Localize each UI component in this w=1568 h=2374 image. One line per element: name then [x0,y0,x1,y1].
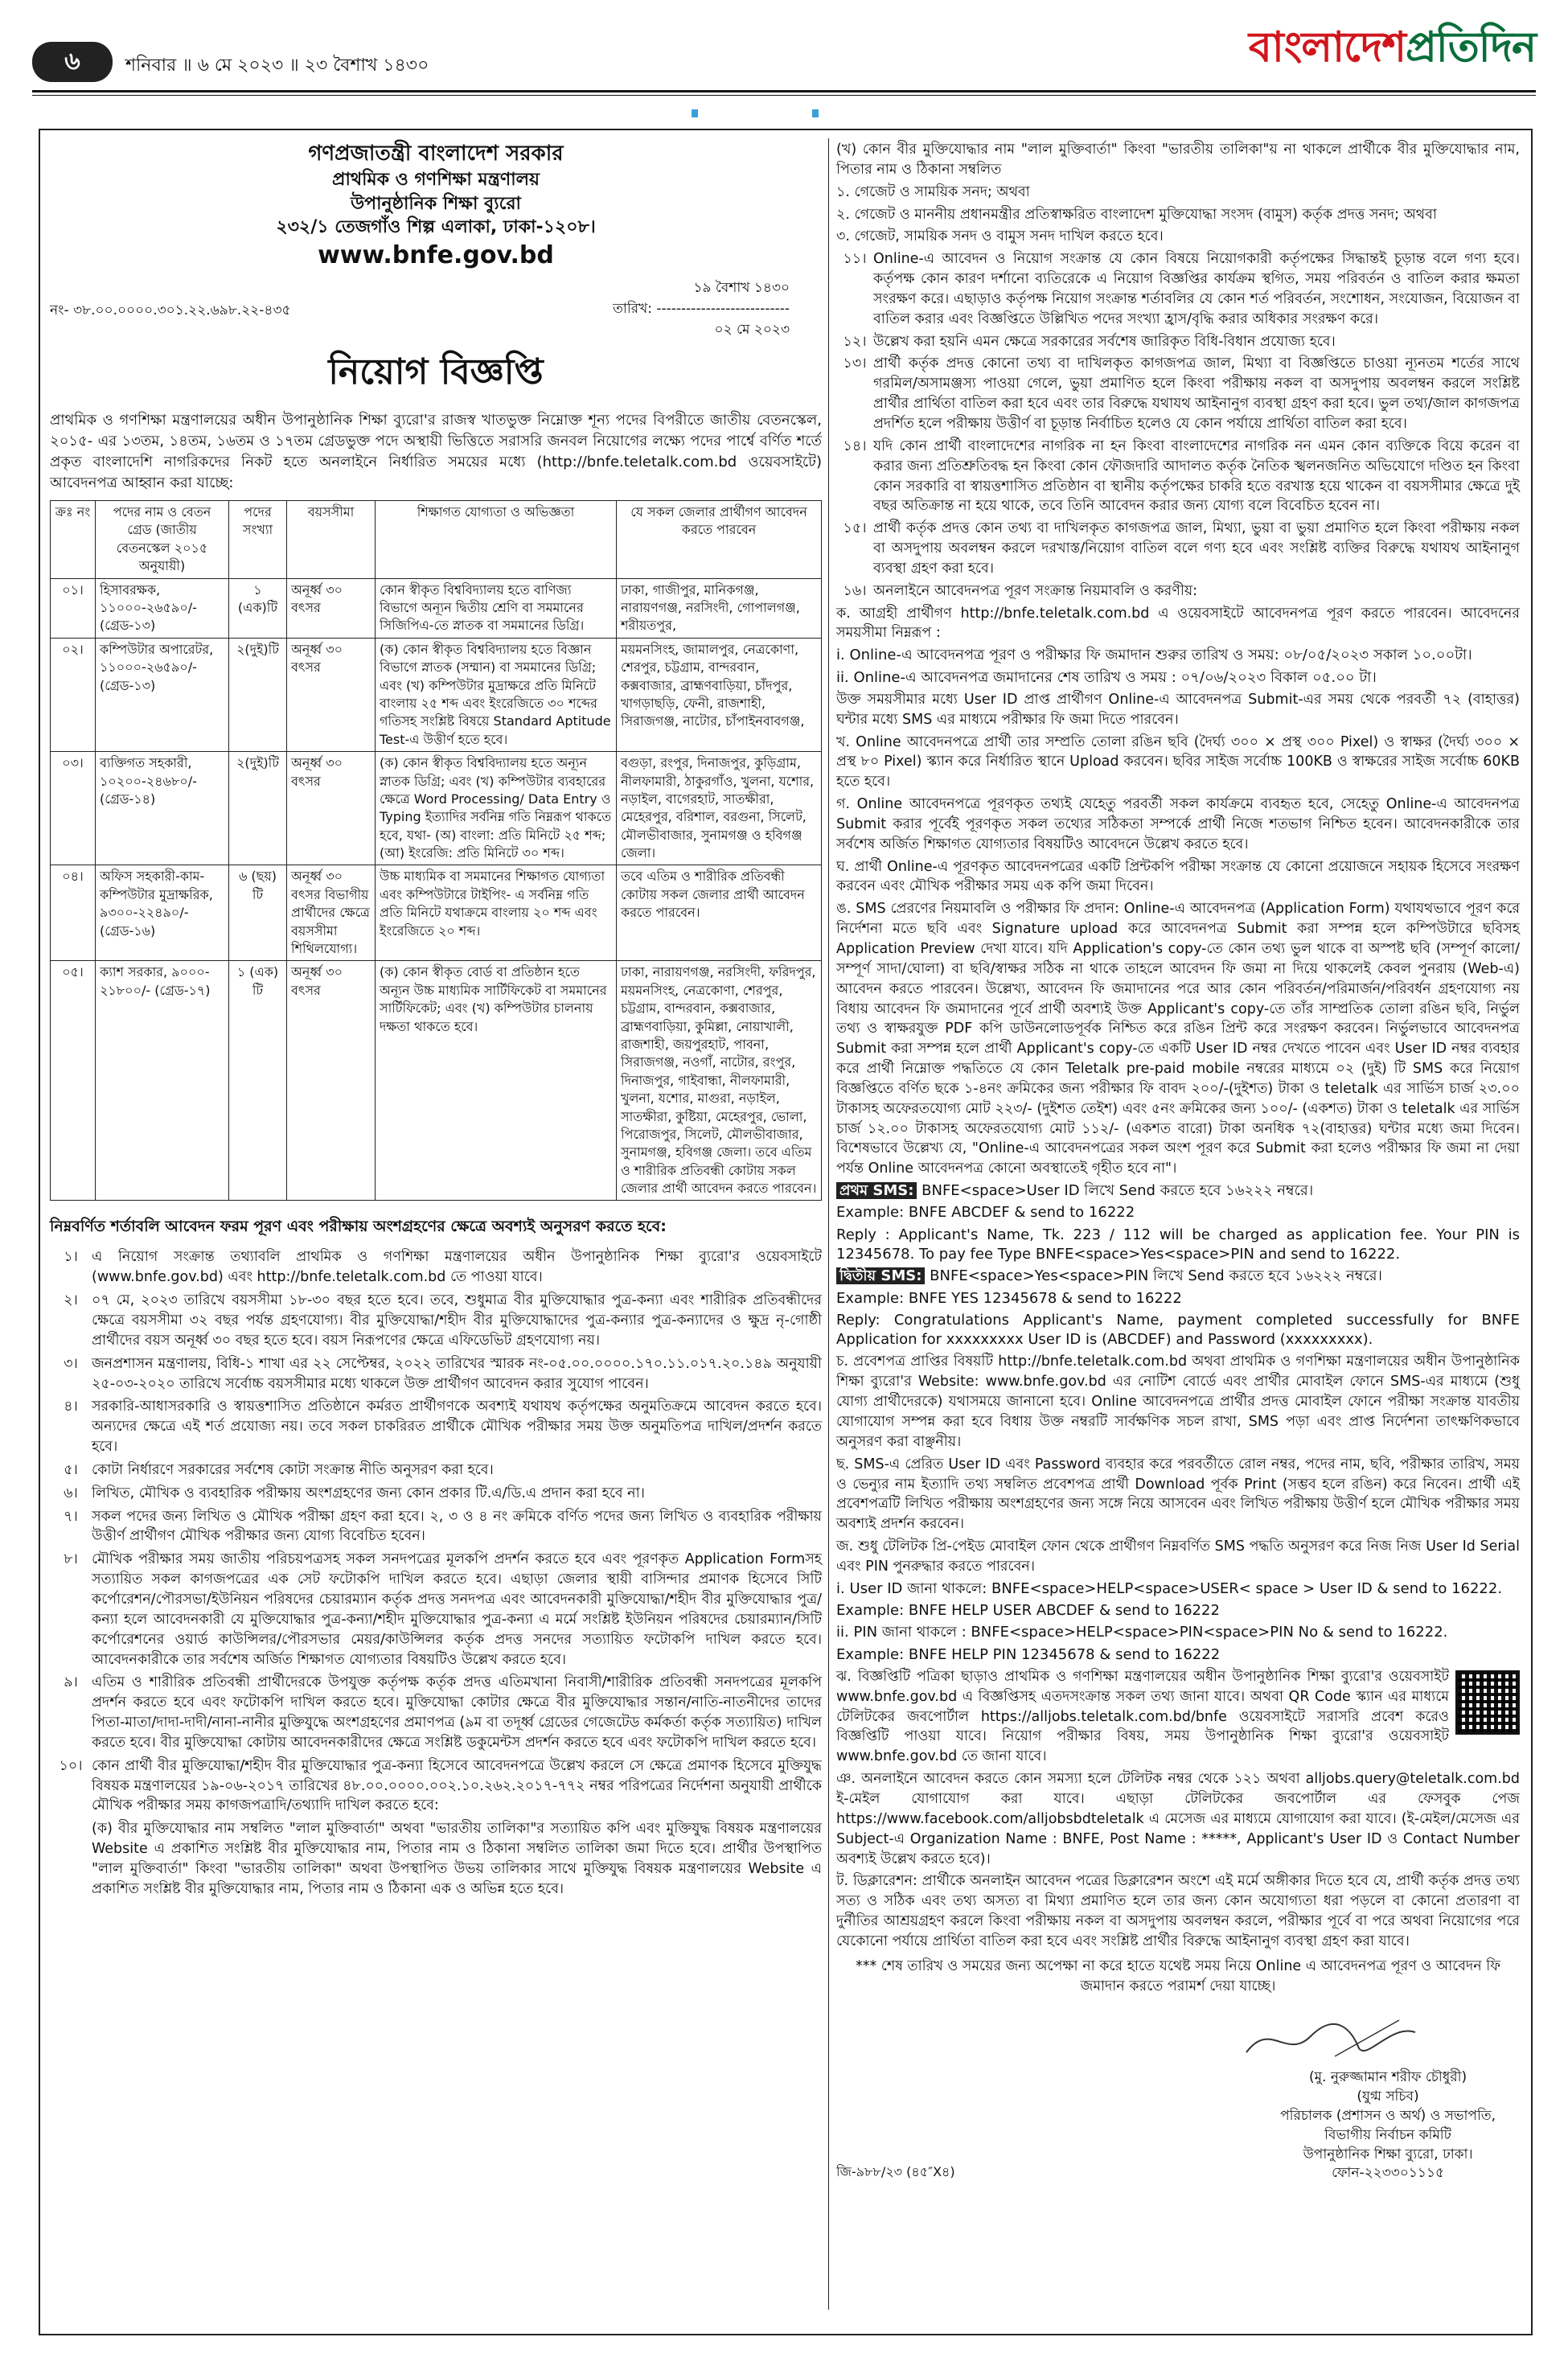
signatory-title: (যুগ্ম সচিব) [1357,2089,1419,2105]
column-header: ক্রঃ নং [51,501,96,579]
signatory-committee: বিভাগীয় নির্বাচন কমিটি [1324,2126,1451,2143]
serial-cell: ০২। [51,638,96,751]
register-mark [812,109,819,117]
online-cha: চ. প্রবেশপত্র প্রাপ্তির বিষয়টি http://bnfe.teletalk.com.bd অথবা প্রাথমিক ও গণশিক্ষা মন্ত্রণালয়ের অধীন উপানুষ্ঠানিক শিক্ষা ব্যুরো'র Website: www.bnfe.gov.bd এর নোটিশ বোর্ডে এবং প্রার্থীর মোবাইল ফোনে SMS-এর মাধ্যমে (শুধু যোগ্য প্রার্থীদেরকে) যথাসময়ে জানানো হবে। Online আবেদনপত্রে প্রার্থীর প্রদত্ত মোবাইল ফোনে পরীক্ষা সংক্রান্ত যাবতীয় যোগাযোগ সম্পন্ন করা হবে বিধায় উক্ত নম্বরটি সার্বক্ষণিক সচল রাখা, SMS পড়া এবং প্রাপ্ত নির্দেশনা তাৎক্ষণিকভাবে অনুসরণ করা বাঞ্ছনীয়। [836,1353,1520,1450]
online-ka: ক. আগ্রহী প্রার্থীগণ http://bnfe.teletalk.com.bd এ ওয়েবসাইটে আবেদনপত্র পূরণ করতে পারবেন। আবেদনের সময়সীমা নিম্নরূপ : [836,605,1520,642]
table-row [51,961,822,1201]
bureau-name: উপানুষ্ঠানিক শিক্ষা ব্যুরো [351,193,521,214]
signatory-phone: ফোন-২২৩৩০১১১৫ [1332,2165,1445,2182]
table-row [51,638,822,751]
right-column [836,140,1520,2181]
posts-table [50,500,822,1201]
office-header [50,140,822,273]
notice-intro: প্রাথমিক ও গণশিক্ষা মন্ত্রণালয়ের অধীন উপানুষ্ঠানিক শিক্ষা ব্যুরো'র রাজস্ব খাতভুক্ত নিম্নোক্ত শূন্য পদের বিপরীতে জাতীয় বেতনস্কেল, ২০১৫- এর ১৩তম, ১৪তম, ১৬তম ও ১৭তম গ্রেডভুক্ত পদে অস্থায়ী ভিত্তিতে সরাসরি জনবল নিয়োগের লক্ষ্যে পদের পার্শ্বে বর্ণিত শর্তে প্রকৃত বাংলাদেশি নাগরিকদের নিকট হতে অনলাইনে নির্ধারিত সময়ের মধ্যে (http://bnfe.teletalk.com.bd ওয়েবসাইটে) আবেদনপত্র আহ্বান করা যাচ্ছে: [50,411,822,491]
districts-cell: ময়মনসিংহ, জামালপুর, নেত্রকোণা, শেরপুর, চট্টগ্রাম, বান্দরবান, কক্সবাজার, ব্রাহ্মণবাড়িয়া, চাঁদপুর, খাগড়াছড়ি, ফেনী, রাজশাহী, সিরাজগঞ্জ, নাটোর, চাঁপাইনবাবগঞ্জ, [617,638,822,751]
age-cell: অনূর্ধ্ব ৩০ বৎসর বিভাগীয় প্রার্থীদের ক্ষেত্রে বয়সসীমা শিথিলযোগ্য। [287,865,376,961]
online-nga: ঙ. SMS প্রেরণের নিয়মাবলি ও পরীক্ষার ফি প্রদান: Online-এ আবেদনপত্র (Application Form) যথাযথভাবে পূরণ করে নির্দেশনা মতে ছবি এবং Signature upload করে আবেদনপত্র Submit করা সম্পন্ন হলে কম্পিউটারে ছবিসহ Application Preview দেখা যাবে। যদি Application's copy-তে কোন তথ্য ভুল থাকে বা অস্পষ্ট ছবি (সম্পূর্ণ কালো/সম্পূর্ণ সাদা/ঘোলা) বা ছবি/স্বাক্ষর সঠিক না থাকে তাহলে আবেদন ফি জমা না দিয়ে থাকলেই কেবল পুনরায় (Web-এ) আবেদন করতে পারবেন। উল্লেখ্য, আবেদন ফি জমাদানের পরে আর কোন পরিবর্তন/পরিমার্জন/পরিবর্ধন গ্রহণযোগ্য নয় বিধায় আবেদন ফি জমাদানের পূর্বে প্রার্থী অবশ্যই উক্ত Applicant's copy-তে তাঁর সাম্প্রতিক তোলা রঙিন ছবি, নির্ভুল তথ্য ও স্বাক্ষরযুক্ত PDF কপি ডাউনলোডপূর্বক নিশ্চিত করে রঙিন প্রিন্ট করে সংরক্ষণ করবেন। নির্ভুলভাবে আবেদনপত্র Submit করা সম্পন্ন হলে প্রার্থী Applicant's copy-তে একটি User ID নম্বর দেখতে পাবেন এবং User ID নম্বর ব্যবহার করে প্রার্থী নিম্নোক্ত পদ্ধতিতে যে কোন Teletalk pre-paid mobile নম্বরের মাধ্যমে ০২ (দুই) টি SMS করে নিয়োগ বিজ্ঞপ্তিতে বর্ণিত ছকে ১-৪নং ক্রমিকের জন্য পরীক্ষার ফি বাবদ ২০০/-(দুইশত) টাকা ও teletalk এর সার্ভিস চার্জ ২৩.০০ টাকাসহ অফেরতযোগ্য মোট ২২৩/- (দুইশত তেইশ) এবং ৫নং ক্রমিকের জন্য ১০০/- (একশত) টাকা ও teletalk এর সার্ভিস চার্জ ১২.০০ টাকাসহ অফেরতযোগ্য মোট ১১২/- (একশত বারো) টাকা অনধিক ৭২(বাহাত্তর) ঘন্টার মধ্যে জমা দিবেন। বিশেষভাবে উল্লেখ্য যে, "Online-এ আবেদনপত্রের সকল অংশ পূরণ করে Submit করা হলেও পরীক্ষার ফি জমা না দেয়া পর্যন্ত Online আবেদনপত্র কোনো অবস্থাতেই গৃহীত হবে না"। [836,901,1520,1177]
signature-icon [1238,2012,1423,2068]
memo-line [50,277,822,337]
condition-item: ৯। এতিম ও শারীরিক প্রতিবন্ধী প্রার্থীদেরকে উপযুক্ত কর্তৃপক্ষ কর্তৃক প্রদত্ত এতিমখানা নিবাসী/শারীরিক প্রতিবন্ধী সনদপত্রের মূলকপি প্রদর্শন করতে হবে এবং ফটোকপি দাখিল করতে হবে। মুক্তিযোদ্ধা কোটার ক্ষেত্রে বীর মুক্তিযোদ্ধার সন্তান/নাতি-নাতনীদের তাদের পিতা-মাতা/দাদা-দাদী/নানা-নানীর মুক্তিযুদ্ধে অংশগ্রহণের প্রমাণপত্র (৯ম বা তদূর্ধ্ব গ্রেডের গেজেটেড কর্মকর্তা কর্তৃক সত্যায়িত) দাখিল করতে হবে। বীর মুক্তিযোদ্ধা কোটায় আবেদনকারীদের ক্ষেত্রে সংশ্লিষ্ট ডকুমেন্টস প্রদর্শন করতে হবে এবং ফটোকপি দাখিল করতে হবে। [64,1674,822,1751]
qr-code-icon[interactable] [1455,1670,1520,1735]
post-cell: অফিস সহকারী-কাম-কম্পিউটার মুদ্রাক্ষরিক, ৯৩০০-২২৪৯০/- (গ্রেড-১৬) [96,865,229,961]
table-header-row [51,501,822,579]
serial-cell: ০৫। [51,961,96,1201]
date-label: তারিখ: --------------------------- [613,300,790,317]
qualification-cell: (ক) কোন স্বীকৃত বোর্ড বা প্রতিষ্ঠান হতে অন্যূন উচ্চ মাধ্যমিক সার্টিফিকেট বা সমমানের সার্টিফিকেট; এবং (খ) কম্পিউটার চালনায় দক্ষতা থাকতে হবে। [376,961,617,1201]
condition-item: ১৫। প্রার্থী কর্তৃক প্রদত্ত কোন তথ্য বা দাখিলকৃত কাগজপত্র জাল, মিথ্যা, ভুয়া বা ভুয়া প্রমাণিত হলে কিংবা পরীক্ষায় নকল বা অসদুপায় অবলম্বন করলে দরখাস্ত/নিয়োগ বাতিল বলে গণ্য হবে এবং সংশ্লিষ্ট ব্যক্তির বিরুদ্ধে যথাযথ আইনানুগ ব্যবস্থা গ্রহণ করা হবে। [843,520,1520,577]
age-cell: অনূর্ধ্ব ৩০ বৎসর [287,578,376,638]
condition-item: ৪। সরকারি-আধাসরকারি ও স্বায়ত্তশাসিত প্রতিষ্ঠানে কর্মরত প্রার্থীগণকে অবশ্যই যথাযথ কর্তৃপক্ষের অনুমতিক্রমে আবেদন করতে হবে। অন্যদের ক্ষেত্রে এই শর্ত প্রযোজ্য নয়। তবে সকল চাকরিরত প্রার্থীকে মৌখিক পরীক্ষার সময় উক্ত অনুমতিপত্র দাখিল/প্রদর্শন করতে হবে। [64,1399,822,1456]
conditions-list [50,1247,822,1899]
govt-name: গণপ্রজাতন্ত্রী বাংলাদেশ সরকার [308,142,564,166]
logo-text-green: প্রতিদিন [1406,23,1536,72]
date-bangla: ১৯ বৈশাখ ১৪৩০ [693,279,790,296]
clause-kha-2: ২. গেজেট ও মাননীয় প্রধানমন্ত্রীর প্রতিস্বাক্ষরিত বাংলাদেশ মুক্তিযোদ্ধা সংসদ (বামুস) কর্তৃক প্রদত্ত সনদ; অথবা [836,206,1437,223]
second-sms: দ্বিতীয় SMS: BNFE<space>Yes<space>PIN লিখে Send করতে হবে ১৬২২২ নম্বরে। [836,1267,1520,1286]
table-row [51,578,822,638]
column-header: যে সকল জেলার প্রার্থীগণ আবেদন করতে পারবেন [617,501,822,579]
clause-kha: (খ) কোন বীর মুক্তিযোদ্ধার নাম "লাল মুক্তিবার্তা" কিংবা "ভারতীয় তালিকা"য় না থাকলে প্রার্থীকে বীর মুক্তিযোদ্ধার নাম, পিতার নাম ও ঠিকানা সম্বলিত [836,142,1520,178]
online-ta: ট. ডিক্লারেশন: প্রার্থীকে অনলাইন আবেদন পত্রের ডিক্লারেশন অংশে এই মর্মে অঙ্গীকার দিতে হবে যে, প্রার্থী কর্তৃক প্রদত্ত তথ্য সত্য ও সঠিক এবং তথ্য অসত্য বা মিথ্যা প্রমাণিত হলে তার জন্য কোন অযোগ্যতা ধরা পড়লে বা কোনো প্রতারণা বা দুর্নীতির আশ্রয়গ্রহণ করলে কিংবা পরীক্ষায় নকল বা অসদুপায় অবলম্বন করলে, পরীক্ষার পূর্বে বা পরে অথবা নিয়োগের পরে যেকোনো পর্যায়ে প্রার্থিতা বাতিল করা হবে এবং সংশ্লিষ্ট প্রার্থীর বিরুদ্ধে আইনানুগ ব্যবস্থা গ্রহণ করা যাবে। [836,1873,1520,1949]
date-english: ০২ মে ২০২৩ [714,321,790,338]
condition-item: ৫। কোটা নির্ধারণে সরকারের সর্বশেষ কোটা সংক্রান্ত নীতি অনুসরণ করা হবে। [64,1461,494,1478]
newspaper-logo [1249,14,1536,84]
condition-item: ৮। মৌখিক পরীক্ষার সময় জাতীয় পরিচয়পত্রসহ সকল সনদপত্রের মূলকপি প্রদর্শন করতে হবে এবং পূরণকৃত Application Formসহ সত্যায়িত সকল কাগজপত্রের এক সেট ফটোকপি দাখিল করতে হবে। এছাড়া জেলার স্থায়ী বাসিন্দার প্রমাণক হিসেবে সিটি কর্পোরেশন/পৌরসভা/ইউনিয়ন পরিষদের চেয়ারম্যান কর্তৃক প্রদত্ত সনদপত্র এবং আবেদনকারী মুক্তিযোদ্ধা/শহীদ বীর মুক্তিযোদ্ধার পুত্র/কন্যা হলে আবেদনকারী যে মুক্তিযোদ্ধার পুত্র-কন্যা/শহীদ মুক্তিযোদ্ধার পুত্র-কন্যা এ মর্মে সংশ্লিষ্ট ইউনিয়ন পরিষদের চেয়ারম্যান/সিটি কর্পোরেশনের ওয়ার্ড কাউন্সিলর/পৌরসভার মেয়র/কাউন্সিলর কর্তৃক প্রদত্ত সনদের সত্যায়িত ফটোকপি দাখিল করতে হবে। আবেদনকারীকে তার সর্বশেষ অর্জিত শিক্ষাগত যোগ্যতার বিষয়টিও উল্লেখ করতে হবে। [64,1551,822,1668]
age-cell: অনূর্ধ্ব ৩০ বৎসর [287,752,376,865]
condition-item: ২। ০৭ মে, ২০২৩ তারিখে বয়সসীমা ১৮-৩০ বছর হতে হবে। তবে, শুধুমাত্র বীর মুক্তিযোদ্ধার পুত্র-কন্যা এবং শারীরিক প্রতিবন্ধীদের ক্ষেত্রে বয়সসীমা ৩২ বছর পর্যন্ত গ্রহণযোগ্য। বীর মুক্তিযোদ্ধা/শহীদ বীর মুক্তিযোদ্ধাদের পুত্র-কন্যার পুত্র-কন্যাদের ও ক্ষুদ্র নৃ-গোষ্ঠী প্রার্থীদের বয়স অনূর্ধ্ব ৩০ বছর হতে হবে। বয়স নিরূপণের ক্ষেত্রে এফিডেভিট গ্রহণযোগ্য নয়। [64,1292,822,1349]
column-divider [828,138,829,2310]
online-jha: ঝ. বিজ্ঞপ্তিটি পত্রিকা ছাড়াও প্রাথমিক ও গণশিক্ষা মন্ত্রণালয়ের অধীন উপানুষ্ঠানিক শিক্ষা ব্যুরো'র ওয়েবসাইট www.bnfe.gov.bd এ বিজ্ঞপ্তিসহ এতদসংক্রান্ত সকল তথ্য জানা যাবে। অথবা QR Code স্ক্যান এর মাধ্যমে টেলিটকের জবপোর্টাল https://alljobs.teletalk.com.bd/bnfe ওয়েবসাইটে সরাসরি প্রবেশ করেও বিজ্ঞপ্তিটি পাওয়া যাবে। নিয়োগ পরীক্ষার বিষয়, সময় উপানুষ্ঠানিক শিক্ষা ব্যুরো'র ওয়েবসাইট www.bnfe.gov.bd তে জানা যাবে। [836,1667,1520,1767]
masthead-rule [32,90,1536,92]
post-cell: কম্পিউটার অপারেটর, ১১০০০-২৬৫৯০/- (গ্রেড-১৩) [96,638,229,751]
districts-cell: ঢাকা, গাজীপুর, মানিকগঞ্জ, নারায়ণগঞ্জ, নরসিংদী, গোপালগঞ্জ, শরীয়তপুর, [617,578,822,638]
first-sms-example: Example: BNFE ABCDEF & send to 16222 [836,1204,1135,1222]
page-number: ৬ [32,42,113,82]
serial-cell: ০৪। [51,865,96,961]
post-cell: ক্যাশ সরকার, ৯০০০- ২১৮০০/- (গ্রেড-১৭) [96,961,229,1201]
online-ka-1: i. Online-এ আবেদনপত্র পূরণ ও পরীক্ষার ফি জমাদান শুরুর তারিখ ও সময়: ০৮/০৫/২০২৩ সকাল ১০.০০টা। [836,647,1472,664]
condition-item: ১৩। প্রার্থী কর্তৃক প্রদত্ত কোনো তথ্য বা দাখিলকৃত কাগজপত্র জাল, মিথ্যা বা বিজ্ঞপ্তিতে চাওয়া ন্যূনতম শর্তের সাথে গরমিল/অসামঞ্জস্য পাওয়া গেলে, ভুয়া প্রমাণিত হলে কিংবা পরীক্ষায় নকল বা অসদুপায় অবলম্বন করলে সংশ্লিষ্ট প্রার্থীর প্রার্থিতা বাতিল করা হবে এবং তার বিরুদ্ধে যথাযথ আইনানুগ ব্যবস্থা গ্রহণ করা হবে। ভুল তথ্য/জাল কাগজপত্র প্রদর্শিত হলে পরীক্ষায় উত্তীর্ণ বা চূড়ান্ত নির্বাচিত হলেও যে কোন পর্যায়ে প্রার্থিতা বাতিল করা হবে। [843,355,1520,432]
second-sms-example: Example: BNFE YES 12345678 & send to 16222 [836,1289,1182,1307]
office-address: ২৩২/১ তেজগাঁও শিল্প এলাকা, ঢাকা-১২০৮। [276,217,596,238]
age-cell: অনূর্ধ্ব ৩০ বৎসর [287,638,376,751]
condition-item: ১১। Online-এ আবেদন ও নিয়োগ সংক্রান্ত যে কোন বিষয়ে নিয়োগকারী কর্তৃপক্ষের সিদ্ধান্তই চূড়ান্ত বলে গণ্য হবে। কর্তৃপক্ষ কোন কারণ দর্শানো ব্যতিরেকে এ নিয়োগ বিজ্ঞপ্তির কার্যক্রম স্থগিত, সময় পরিবর্তন ও বাতিল করার ক্ষমতা সংরক্ষণ করে। এছাড়াও কর্তৃপক্ষ নিয়োগ সংক্রান্ত শর্তাবলির যে কোন শর্ত পরিবর্তন, সংশোধন, সংযোজন, বিয়োজন বা বাতিল করার এবং বিজ্ঞপ্তিতে উল্লিখিত পদের সংখ্যা হ্রাস/বৃদ্ধি করার অধিকার সংরক্ষণ করে। [843,251,1520,327]
first-sms-tag: প্রথম SMS: [836,1182,917,1199]
clause-kha-1: ১. গেজেট ও সাময়িক সনদ; অথবা [836,183,1030,200]
memo-number: নং- ৩৮.০০.০০০০.৩০১.২২.৬৯৮.২২-৪৩৫ [50,302,291,318]
column-header: শিক্ষাগত যোগ্যতা ও অভিজ্ঞতা [376,501,617,579]
online-kha: খ. Online আবেদনপত্রে প্রার্থী তার সম্প্রতি তোলা রঙিন ছবি (দৈর্ঘ্য ৩০০ × প্রস্থ ৩০০ Pixel) ও স্বাক্ষর (দৈর্ঘ্য ৩০০ × প্রস্থ ৮০ Pixel) স্ক্যান করে নির্ধারিত স্থানে Upload করবেন। ছবির সাইজ সর্বোচ্চ 100KB ও স্বাক্ষরের সাইজ সর্বোচ্চ 60KB হতে হবে। [836,733,1520,791]
serial-cell: ০১। [51,578,96,638]
notice-title: নিয়োগ বিজ্ঞপ্তি [328,351,544,392]
first-sms-reply: Reply : Applicant's Name, Tk. 223 / 112 will be charged as application fee. Your PIN is 12345678. To pay fee Type BNFE<space>Yes<space>PIN and send to 16222. [836,1226,1520,1263]
column-header: পদের নাম ও বেতন গ্রেড (জাতীয় বেতনস্কেল ২০১৫ অনুযায়ী) [96,501,229,579]
online-nya: ঞ. অনলাইনে আবেদন করতে কোন সমস্যা হলে টেলিটক নম্বর থেকে ১২১ অথবা alljobs.query@teletalk.com.bd ই-মেইল যোগাযোগ করা যাবে। এছাড়া টেলিটকের জবপোর্টাল এর ফেসবুক পেজ https://www.facebook.com/alljobsbdteletalk এ মেসেজ এর মাধ্যমে যোগাযোগ করা যাবে। (ই-মেইল/মেসেজ এর Subject-এ Organization Name : BNFE, Post Name : *****, Applicant's User ID ও Contact Number অবশ্যই উল্লেখ করতে হবে)। [836,1771,1520,1867]
closing-note: *** শেষ তারিখ ও সময়ের জন্য অপেক্ষা না করে হাতে যথেষ্ট সময় নিয়ে Online এ আবেদনপত্র পূরণ ও আবেদন ফি জমাদান করতে পরামর্শ দেয়া যাচ্ছে। [855,1957,1501,1994]
masthead [0,0,1568,105]
online-ga: গ. Online আবেদনপত্রে পূরণকৃত তথ্যই যেহেতু পরবর্তী সকল কার্যক্রমে ব্যবহৃত হবে, সেহেতু Online-এ আবেদনপত্র Submit করার পূর্বেই পূরণকৃত সকল তথ্যের সঠিকতা সম্পর্কে প্রার্থী নিজে শতভাগ নিশ্চিত হবেন। আবেদনকারীকে তার সর্বশেষ অর্জিত শিক্ষাগত যোগ্যতার বিষয়টিও আবেদনে উল্লেখ করতে হবে। [836,796,1520,852]
signatory-office: উপানুষ্ঠানিক শিক্ষা ব্যুরো, ঢাকা। [1303,2146,1473,2162]
condition-item: ১৪। যদি কোন প্রার্থী বাংলাদেশের নাগরিক না হন কিংবা বাংলাদেশের নাগরিক নন এমন কোন ব্যক্তিকে বিয়ে করেন বা করার জন্য প্রতিশ্রুতিবদ্ধ হন কিংবা কোন ফৌজদারি আদালত কর্তৃক নৈতিক স্খলনজনিত অভিযোগে দণ্ডিত হন কিংবা কোন সরকারি বা স্বায়ত্তশাসিত প্রতিষ্ঠান বা স্থানীয় কর্তৃপক্ষের চাকরি হতে বরখাস্ত হয়ে থাকেন বা বয়সসীমার ক্ষেত্রে দুই বছর অতিক্রান্ত না হয়ে থাকে, তবে তিনি আবেদন করার জন্য যোগ্য বলে বিবেচিত হবেন না। [843,437,1520,515]
masthead-rule-thin [32,95,1536,96]
count-cell: ২(দুই)টি [229,638,287,751]
first-sms: প্রথম SMS: BNFE<space>User ID লিখে Send করতে হবে ১৬২২২ নম্বরে। [836,1181,1520,1201]
online-ka-3: উক্ত সময়সীমার মধ্যে User ID প্রাপ্ত প্রার্থীগণ Online-এ আবেদনপত্র Submit-এর সময় থেকে পরবর্তী ৭২ (বাহাত্তর) ঘন্টার মধ্যে SMS এর মাধ্যমে পরীক্ষার ফি জমা দিতে পারবেন। [836,691,1520,728]
date-line: শনিবার ॥ ৬ মে ২০২৩ ॥ ২৩ বৈশাখ ১৪৩০ [125,55,429,76]
ministry-name: প্রাথমিক ও গণশিক্ষা মন্ত্রণালয় [332,170,540,191]
signature-block [836,2012,1520,2181]
recover-pin: ii. PIN জানা থাকলে : BNFE<space>HELP<space>PIN<space>PIN No & send to 16222. [836,1624,1448,1641]
online-chha: ছ. SMS-এ প্রেরিত User ID এবং Password ব্যবহার করে পরবর্তীতে রোল নম্বর, পদের নাম, ছবি, পরীক্ষার তারিখ, সময় ও ভেন্যুর নাম ইত্যাদি তথ্য সম্বলিত প্রবেশপত্র প্রার্থী Download পূর্বক Print (সম্ভব হলে রঙিন) করে নিবেন। প্রার্থী এই প্রবেশপত্রটি লিখিত পরীক্ষায় অংশগ্রহণের জন্য সঙ্গে নিয়ে আসবেন এবং লিখিত পরীক্ষায় উত্তীর্ণ হলে মৌখিক পরীক্ষার সময় অবশ্যই প্রদর্শন করবেন। [836,1456,1520,1533]
signatory-name: (মু. নুরুজ্জামান শরীফ চৌধুরী) [1308,2069,1467,2086]
office-website: www.bnfe.gov.bd [318,241,554,270]
districts-cell: ঢাকা, নারায়ণগঞ্জ, নরসিংদী, ফরিদপুর, ময়মনসিংহ, নেত্রকোণা, শেরপুর, চট্টগ্রাম, বান্দরবান, কক্সবাজার, ব্রাহ্মণবাড়িয়া, কুমিল্লা, নোয়াখালী, রাজশাহী, জয়পুরহাট, পাবনা, সিরাজগঞ্জ, নওগাঁ, নাটোর, রংপুর, দিনাজপুর, গাইবান্ধা, নীলফামারী, খুলনা, যশোর, মাগুরা, নড়াইল, সাতক্ষীরা, কুষ্টিয়া, মেহেরপুর, ভোলা, পিরোজপুর, সিলেট, মৌলভীবাজার, সুনামগঞ্জ, হবিগঞ্জ জেলা। তবে এতিম ও শারীরিক প্রতিবন্ধী কোটায় সকল জেলার প্রার্থী আবেদন করতে পারবেন। [617,961,822,1201]
conditions-title: নিম্নবর্ণিত শর্তাবলি আবেদন ফরম পূরণ এবং পরীক্ষায় অংশগ্রহণের ক্ষেত্রে অবশ্যই অনুসরণ করতে হবে: [50,1218,667,1236]
condition-item: (ক) বীর মুক্তিযোদ্ধার নাম সম্বলিত "লাল মুক্তিবার্তা" অথবা "ভারতীয় তালিকা"র সত্যায়িত কপি এবং মুক্তিযুদ্ধ বিষয়ক মন্ত্রণালয়ের Website এ প্রকাশিত সংশ্লিষ্ট বীর মুক্তিযোদ্ধার নাম, পিতার নাম ও ঠিকানা সম্বলিত তালিকা জমা দিতে হবে। প্রার্থীর উপস্থাপিত "লাল মুক্তিবার্তা" কিংবা "ভারতীয় তালিকা" অথবা উপস্থাপিত উভয় তালিকার সাথে মুক্তিযুদ্ধ বিষয়ক মন্ত্রণালয়ের Website এ প্রকাশিত সংশ্লিষ্ট বীর মুক্তিযোদ্ধার নাম, পিতার নাম ও ঠিকানা এক ও অভিন্ন হতে হবে। [92,1821,822,1897]
online-ja: জ. শুধু টেলিটক প্রি-পেইড মোবাইল ফোন থেকে প্রার্থীগণ নিম্নবর্ণিত SMS পদ্ধতি অনুসরণ করে নিজ নিজ User Id Serial এবং PIN পুনরুদ্ধার করতে পারবেন। [836,1538,1520,1575]
count-cell: ৬ (ছয়) টি [229,865,287,961]
second-sms-tag: দ্বিতীয় SMS: [836,1267,925,1284]
table-row [51,752,822,865]
online-gha: ঘ. প্রার্থী Online-এ পূরণকৃত আবেদনপত্রের একটি প্রিন্টকপি পরীক্ষা সংক্রান্ত যে কোনো প্রয়োজনে সহায়ক হিসেবে সংরক্ষণ করবেন এবং মৌখিক পরীক্ষার সময় এক কপি জমা দিবেন। [836,858,1520,895]
condition-item: ৩। জনপ্রশাসন মন্ত্রণালয়, বিধি-১ শাখা এর ২২ সেপ্টেম্বর, ২০২২ তারিখের স্মারক নং-০৫.০০.০০০০.১৭০.১১.০১৭.২০.১৪৯ অনুযায়ী ২৫-০৩-২০২০ তারিখে সর্বোচ্চ বয়সসীমার মধ্যে থাকলে উক্ত প্রার্থীগণ আবেদন করার সুযোগ পাবেন। [64,1355,822,1392]
ad-code: জি-৯৮৮/২৩ (৪৫″X৪) [836,2164,955,2180]
qualification-cell: কোন স্বীকৃত বিশ্ববিদ্যালয় হতে বাণিজ্য বিভাগে অন্যূন দ্বিতীয় শ্রেণি বা সমমানের সিজিপিএ-তে স্নাতক বা সমমানের ডিগ্রি। [376,578,617,638]
clause-kha-3: ৩. গেজেট, সাময়িক সনদ ও বামুস সনদ দাখিল করতে হবে। [836,228,1164,245]
districts-cell: বগুড়া, রংপুর, দিনাজপুর, কুড়িগ্রাম, নীলফামারী, ঠাকুরগাঁও, খুলনা, যশোর, নড়াইল, বাগেরহাট, সাতক্ষীরা, মেহেরপুর, বরিশাল, বরগুনা, সিলেট, মৌলভীবাজার, সুনামগঞ্জ ও হবিগঞ্জ জেলা। [617,752,822,865]
count-cell: ১ (এক)টি [229,578,287,638]
age-cell: অনূর্ধ্ব ৩০ বৎসর [287,961,376,1201]
column-header: পদের সংখ্যা [229,501,287,579]
count-cell: ২(দুই)টি [229,752,287,865]
qualification-cell: (ক) কোন স্বীকৃত বিশ্ববিদ্যালয় হতে বিজ্ঞান বিভাগে স্নাতক (সম্মান) বা সমমানের ডিগ্রি; এবং (খ) কম্পিউটার মুদ্রাক্ষরে প্রতি মিনিটে বাংলায় ২৫ শব্দ এবং ইংরেজিতে ৩০ শব্দের গতিসহ সংশ্লিষ্ট বিষয়ে Standard Aptitude Test-এ উত্তীর্ণ হতে হবে। [376,638,617,751]
left-column [50,140,822,1903]
condition-item: ১৬। অনলাইনে আবেদনপত্র পূরণ সংক্রান্ত নিয়মাবলি ও করণীয়: [843,582,1198,599]
column-header: বয়সসীমা [287,501,376,579]
recover-pin-example: Example: BNFE HELP PIN 12345678 & send to 16222 [836,1645,1221,1663]
logo-text-red: বাংলাদেশ [1248,23,1406,72]
qualification-cell: (ক) কোন স্বীকৃত বিশ্ববিদ্যালয় হতে অন্যূন স্নাতক ডিগ্রি; এবং (খ) কম্পিউটার ব্যবহারের ক্ষেত্রে Word Processing/ Data Entry ও Typing ইত্যাদির সর্বনিম্ন গতি নিম্নরূপ থাকতে হবে, যথা- (অ) বাংলা: প্রতি মিনিটে ২৫ শব্দ; (আ) ইংরেজি: প্রতি মিনিটে ৩০ শব্দ। [376,752,617,865]
qualification-cell: উচ্চ মাধ্যমিক বা সমমানের শিক্ষাগত যোগ্যতা এবং কম্পিউটারে টাইপিং- এ সর্বনিম্ন গতি প্রতি মিনিটে যথাক্রমে বাংলায় ২০ শব্দ এবং ইংরেজিতে ২০ শব্দ। [376,865,617,961]
condition-item: ১। এ নিয়োগ সংক্রান্ত তথ্যাবলি প্রাথমিক ও গণশিক্ষা মন্ত্রণালয়ের অধীন উপানুষ্ঠানিক শিক্ষা ব্যুরো'র ওয়েবসাইটে (www.bnfe.gov.bd) এবং http://bnfe.teletalk.com.bd তে পাওয়া যাবে। [64,1249,822,1286]
online-ka-2: ii. Online-এ আবেদনপত্র জমাদানের শেষ তারিখ ও সময় : ০৭/০৬/২০২৩ বিকাল ০৫.০০ টা। [836,668,1377,686]
job-advertisement [39,129,1533,2335]
post-cell: ব্যক্তিগত সহকারী, ১০২০০-২৪৬৮০/- (গ্রেড-১৪) [96,752,229,865]
districts-cell: তবে এতিম ও শারীরিক প্রতিবন্ধী কোটায় সকল জেলার প্রার্থী আবেদন করতে পারবেন। [617,865,822,961]
post-cell: হিসাবরক্ষক, ১১০০০-২৬৫৯০/- (গ্রেড-১৩) [96,578,229,638]
signatory-role: পরিচালক (প্রশাসন ও অর্থ) ও সভাপতি, [1280,2108,1496,2125]
condition-item: ৬। লিখিত, মৌখিক ও ব্যবহারিক পরীক্ষায় অংশগ্রহণের জন্য কোন প্রকার টি.এ/ডি.এ প্রদান করা হবে না। [64,1485,645,1501]
count-cell: ১ (এক) টি [229,961,287,1201]
table-row [51,865,822,961]
condition-item: ৭। সকল পদের জন্য লিখিত ও মৌখিক পরীক্ষা গ্রহণ করা হবে। ২, ৩ ও ৪ নং ক্রমিকে বর্ণিত পদের জন্য লিখিত ও ব্যবহারিক পরীক্ষায় উত্তীর্ণ প্রার্থীগণ মৌখিক পরীক্ষার জন্য যোগ্য বিবেচিত হবেন। [64,1508,822,1545]
recover-user-id-example: Example: BNFE HELP USER ABCDEF & send to 16222 [836,1602,1220,1620]
register-mark [692,109,698,117]
recover-user-id: i. User ID জানা থাকলে: BNFE<space>HELP<space>USER< space > User ID & send to 16222. [836,1579,1503,1597]
condition-item: ১০। কোন প্রার্থী বীর মুক্তিযোদ্ধা/শহীদ বীর মুক্তিযোদ্ধার পুত্র-কন্যা হিসেবে আবেদনপত্রে উল্লেখ করলে সে ক্ষেত্রে প্রমাণক হিসেবে মুক্তিযুদ্ধ বিষয়ক মন্ত্রণালয়ের ১৯-০৬-২০১৭ তারিখের ৪৮.০০.০০০০.০০২.১০.২৬২.২০১৭-৭৭২ নম্বর পরিপত্রের নির্দেশনা অনুযায়ী প্রার্থীকে মৌখিক পরীক্ষার সময় কাগজপত্রাদি/তথ্যাদি দাখিল করতে হবে: [59,1757,822,1814]
second-sms-reply: Reply: Congratulations Applicant's Name, payment completed successfully for BNFE Application for xxxxxxxxx User ID is (ABCDEF) and Password (xxxxxxxxx). [836,1311,1520,1349]
serial-cell: ০৩। [51,752,96,865]
condition-item: ১২। উল্লেখ করা হয়নি এমন ক্ষেত্রে সরকারের সর্বশেষ জারিকৃত বিধি-বিধান প্রযোজ্য হবে। [843,333,1336,350]
